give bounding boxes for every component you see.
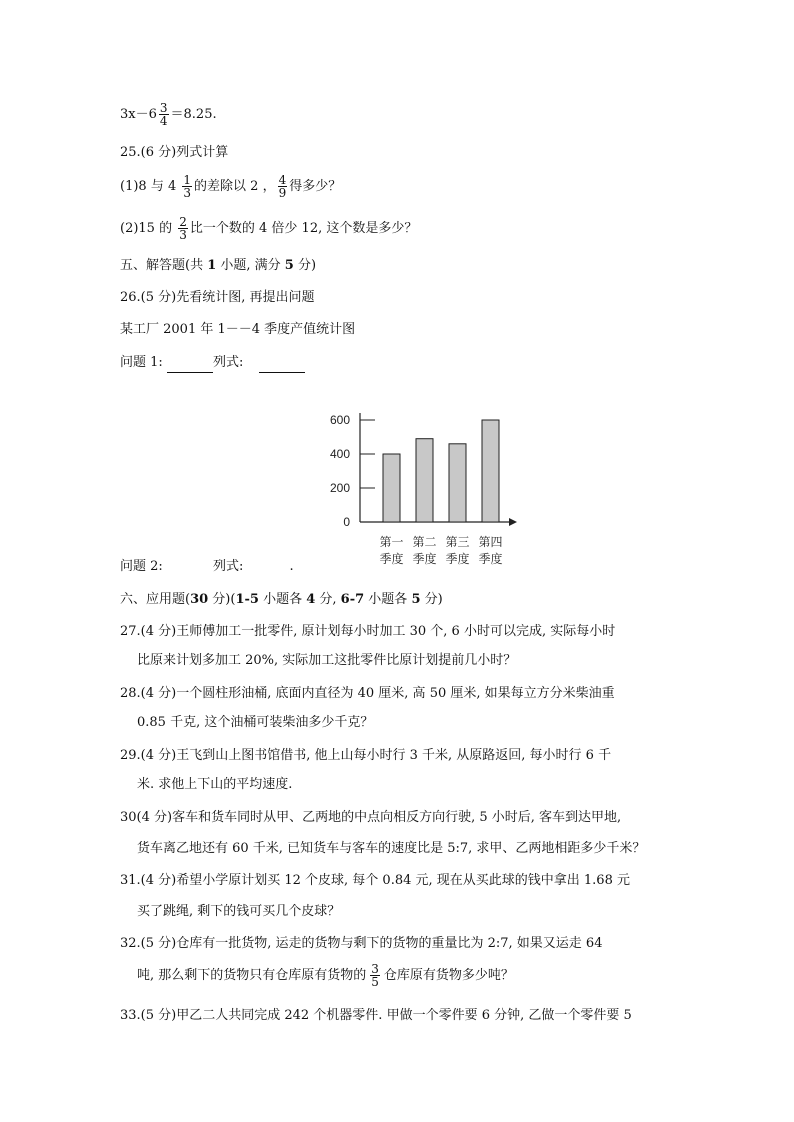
question-28-line-2: 0.85 千克, 这个油桶可装柴油多少千克？ [137,715,374,730]
question-25-part-1 [120,174,341,199]
fraction-numerator: 1 [183,173,192,187]
text-fragment: 小题各 [258,592,307,607]
equation-line [120,102,217,127]
question-25-part-2 [120,216,417,241]
x-tick-label: 季度 [445,552,470,566]
question-30-line-2: 货车离乙地还有 60 千米, 已知货车与客车的速度比是 5:7, 求甲、乙两地相距多少千米？ [137,841,646,856]
fraction [278,174,288,199]
text-fragment: 分)( [208,592,236,607]
question-27-line-1: 27.(4 分)王师傅加工一批零件, 原计划每小时加工 30 个, 6 小时可以完成, 实际每小时 [120,624,616,639]
text-fragment: 比一个数的 4 倍少 12, 这个数是多少？ [189,221,418,236]
answer-blank[interactable] [259,358,305,373]
question-25-title: 25.(6 分)列式计算 [120,145,229,160]
section-5-heading [120,256,316,276]
fraction-denominator: 4 [159,114,168,128]
question-26-title: 26.(5 分)先看统计图, 再提出问题 [120,290,315,305]
x-tick-label: 第一 [379,535,404,549]
text-fragment: 仓库原有货物多少吨？ [383,968,514,983]
bar [449,444,466,522]
text-fragment: (1)8 与 4 [120,179,177,194]
text-fragment: 分) [293,258,317,273]
text-fragment: 分, [315,592,341,607]
formula-label: 列式: [212,355,244,370]
question-26-problem-1 [120,353,305,373]
question-26-problem-2 [120,557,294,577]
y-tick-label: 0 [343,515,350,529]
fraction-denominator: 3 [179,228,187,242]
text-fragment: 得多少？ [289,179,342,194]
bar-chart [325,405,525,575]
question-30-line-1: 30(4 分)客车和货车同时从甲、乙两地的中点向相反方向行驶, 5 小时后, 客车到达甲地, [120,810,622,825]
text-fragment: 分) [420,592,443,607]
chart-caption: 某工厂 2001 年 1－－4 季度产值统计图 [120,322,356,337]
fraction [370,963,380,988]
y-tick-label: 200 [329,481,350,495]
bar [416,439,433,522]
fraction-numerator: 4 [278,173,287,187]
text-fragment: 5 [284,258,294,273]
text-fragment: . [289,559,294,574]
fraction [178,216,188,241]
x-tick-label: 季度 [478,552,503,566]
text-fragment: (2)15 的 [120,221,173,236]
text-fragment: 小题各 [364,592,412,607]
x-axis-arrow [509,518,517,526]
text-fragment: 1 [207,258,217,273]
equation-right: ＝8.25. [170,107,217,122]
equation-left: 3x－6 [120,107,157,122]
y-tick-label: 400 [329,447,350,461]
question-33-line-1: 33.(5 分)甲乙二人共同完成 242 个机器零件. 甲做一个零件要 6 分钟, 乙做一个零件要 5 [120,1008,632,1023]
question-29-line-2: 米. 求他上下山的平均速度. [137,777,293,792]
x-tick-label: 季度 [379,552,404,566]
fraction-numerator: 3 [159,101,168,115]
answer-blank[interactable] [167,563,213,577]
question-29-line-1: 29.(4 分)王飞到山上图书馆借书, 他上山每小时行 3 千米, 从原路返回, 每小时行 6 千 [120,748,612,763]
section-6-heading [120,590,443,610]
text-fragment: 30 [190,592,209,607]
question-28-line-1: 28.(4 分)一个圆柱形油桶, 底面内直径为 40 厘米, 高 50 厘米, 如果每立方分米柴油重 [120,686,615,701]
fraction-denominator: 9 [278,186,287,200]
text-fragment: 6-7 [340,592,365,607]
text-fragment: 小题, 满分 [216,258,285,273]
formula-label: 列式: [212,559,244,574]
text-fragment: ， [262,179,276,194]
question-32-line-2 [137,963,514,988]
bar [482,420,499,522]
text-fragment: 六、应用题( [120,592,191,607]
y-tick-label: 600 [329,413,350,427]
fraction-denominator: 3 [183,186,192,200]
x-tick-label: 第二 [412,535,437,549]
text-fragment: 五、解答题(共 [120,258,208,273]
answer-blank[interactable] [167,358,213,373]
fraction [182,174,192,199]
x-tick-label: 第三 [445,535,470,549]
problem-label: 问题 1: [120,355,163,370]
text-fragment: 5 [411,592,421,607]
fraction-denominator: 5 [371,975,379,989]
x-tick-label: 第四 [478,535,503,549]
x-tick-label: 季度 [412,552,437,566]
text-fragment: 的差除以 2 [194,179,259,194]
question-32-line-1: 32.(5 分)仓库有一批货物, 运走的货物与剩下的货物的重量比为 2:7, 如果又运走 64 [120,936,603,951]
bar [383,454,400,522]
question-31-line-1: 31.(4 分)希望小学原计划买 12 个皮球, 每个 0.84 元, 现在从买此球的钱中拿出 1.68 元 [120,873,630,888]
chart-bars [383,420,499,522]
question-27-line-2: 比原来计划多加工 20%, 实际加工这批零件比原计划提前几小时？ [137,653,517,668]
answer-blank[interactable] [259,563,289,577]
text-fragment: 4 [306,592,316,607]
question-31-line-2: 买了跳绳, 剩下的钱可买几个皮球？ [137,904,341,919]
fraction-numerator: 3 [371,962,379,976]
fraction [159,102,169,127]
text-fragment: 1-5 [235,592,259,607]
problem-label: 问题 2: [120,559,163,574]
text-fragment: 吨, 那么剩下的货物只有仓库原有货物的 [137,968,367,983]
fraction-numerator: 2 [179,215,187,229]
